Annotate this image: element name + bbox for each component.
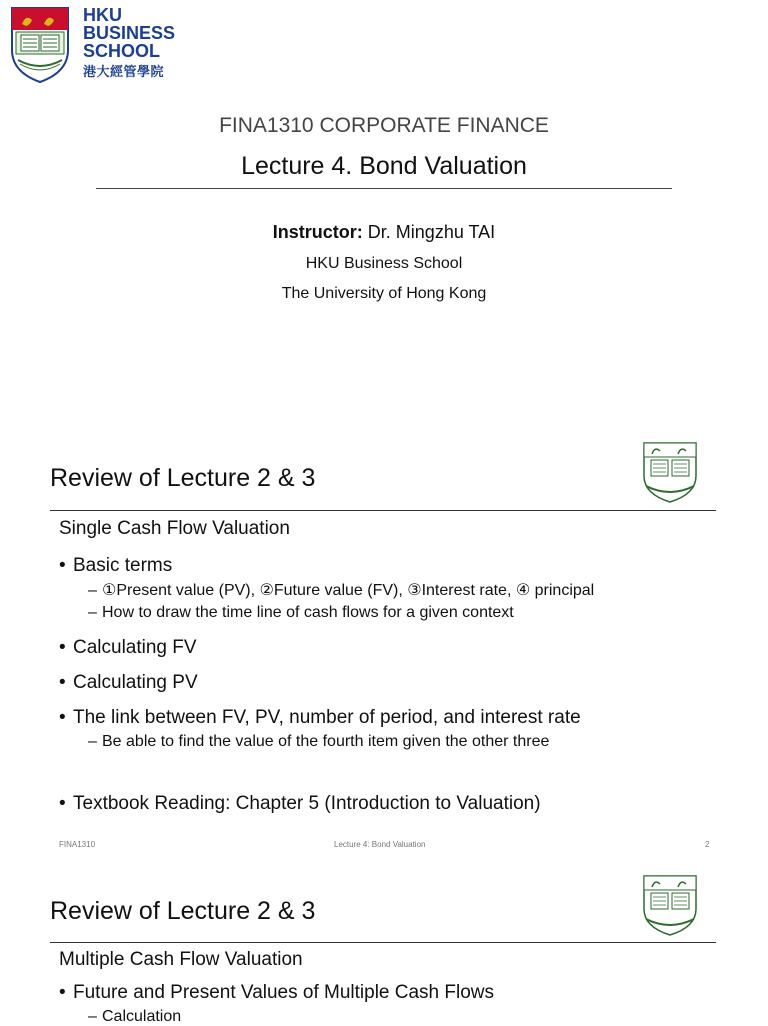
slide2-footer-course: FINA1310 [59, 840, 96, 849]
slide3-sub-calculation: – Calculation [88, 1008, 182, 1025]
slide2-footer-lecture: Lecture 4: Bond Valuation [334, 840, 426, 849]
slide2-sub-timeline: – How to draw the time line of cash flows for a given context [88, 604, 514, 621]
university-name: The University of Hong Kong [281, 285, 487, 302]
slide2-divider [50, 510, 716, 511]
title-divider [96, 188, 672, 189]
slide2-bullet-basic-terms: • Basic terms [59, 555, 173, 576]
slide3-divider [50, 942, 716, 943]
school-name: HKU Business School [305, 255, 463, 272]
slide2-bullet-pv: • Calculating PV [59, 672, 198, 693]
hku-crest-icon [8, 4, 72, 84]
slide2-bullet-fv: • Calculating FV [59, 637, 197, 658]
slide2-page-number: 2 [705, 840, 710, 849]
instructor-line [0, 222, 768, 243]
course-title: FINA1310 CORPORATE FINANCE [219, 114, 549, 137]
lecture-title: Lecture 4. Bond Valuation [241, 152, 527, 180]
logo-line-business: BUSINESS [83, 23, 176, 43]
instructor-label: Instructor: [272, 222, 363, 242]
logo-chinese-name: 港大經管學院 [83, 64, 165, 79]
slide2-subhead: Single Cash Flow Valuation [59, 518, 290, 539]
slide3-subhead: Multiple Cash Flow Valuation [59, 949, 303, 970]
instructor-name: Dr. Mingzhu TAI [362, 222, 496, 242]
logo-line-school: SCHOOL [83, 41, 161, 61]
hku-business-school-logo [8, 4, 188, 84]
logo-line-hku: HKU [83, 5, 122, 25]
slide2-sub-terms: – ①Present value (PV), ②Future value (FV), ③Interest rate, ④ principal [88, 582, 595, 599]
slide2-crest-icon [640, 440, 700, 504]
slide2-bullet-link: • The link between FV, PV, number of period, and interest rate [59, 707, 581, 728]
slide2-title: Review of Lecture 2 & 3 [50, 464, 316, 492]
slide3-crest-icon [640, 873, 700, 937]
slide3-bullet-multiple-flows: • Future and Present Values of Multiple Cash Flows [59, 982, 495, 1003]
slide2-bullet-reading: • Textbook Reading: Chapter 5 (Introduction to Valuation) [59, 793, 541, 814]
slide2-sub-fourth-item: – Be able to find the value of the fourth item given the other three [88, 733, 550, 750]
slide3-title: Review of Lecture 2 & 3 [50, 897, 316, 925]
